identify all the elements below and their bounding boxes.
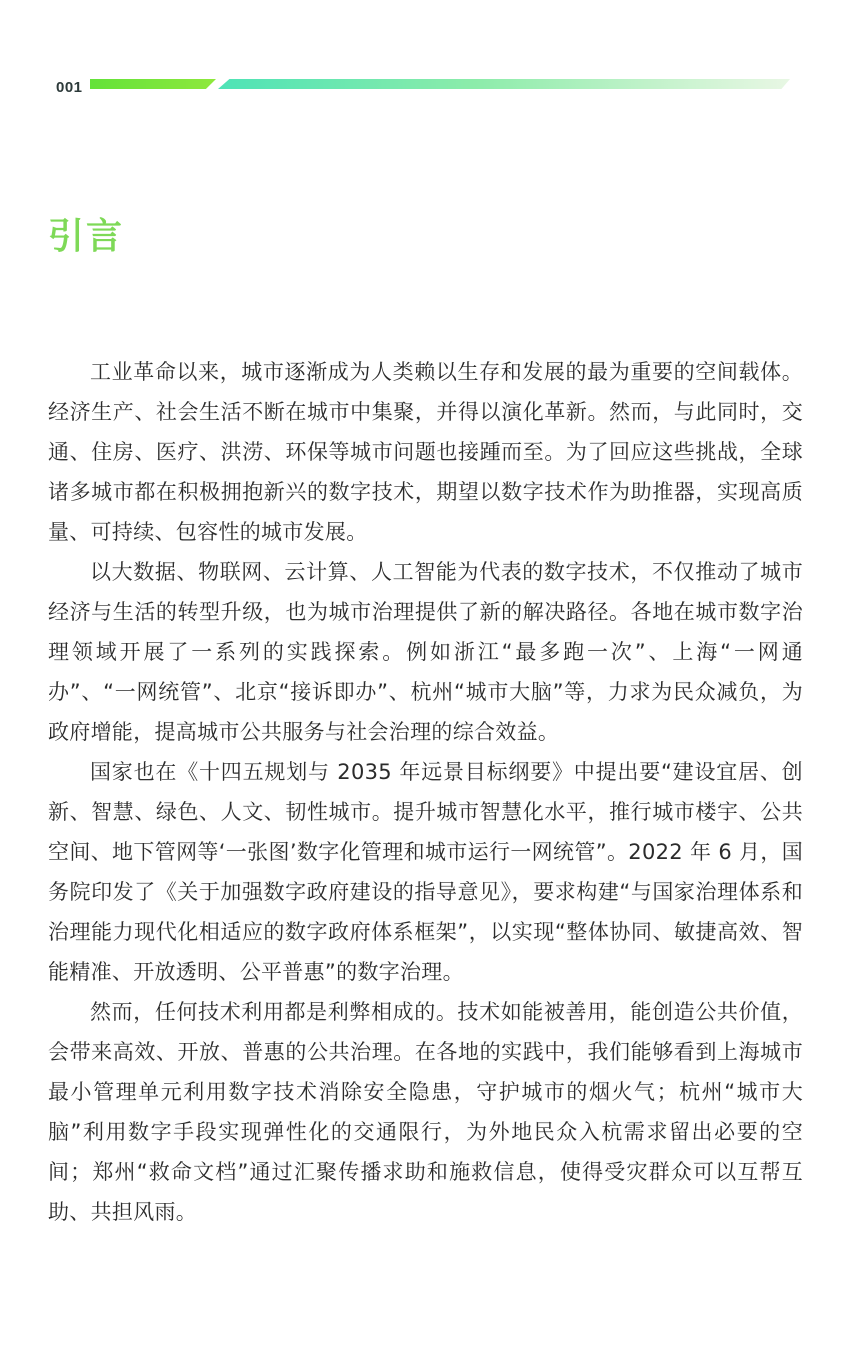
- paragraph-1: 工业革命以来，城市逐渐成为人类赖以生存和发展的最为重要的空间载体。经济生产、社会生活不断在城市中集聚，并得以演化革新。然而，与此同时，交通、住房、医疗、洪涝、环保等城市问题也接踵而至。为了回应这些挑战，全球诸多城市都在积极拥抱新兴的数字技术，期望以数字技术作为助推器，实现高质量、可持续、包容性的城市发展。: [48, 360, 803, 544]
- paragraph-3: 国家也在《十四五规划与 2035 年远景目标纲要》中提出要“建设宜居、创新、智慧、绿色、人文、韧性城市。提升城市智慧化水平，推行城市楼宇、公共空间、地下管网等‘一张图’数字化管理和城市运行一网统管”。2022 年 6 月，国务院印发了《关于加强数字政府建设的指导意见》，要求构建“与国家治理体系和治理能力现代化相适应的数字政府体系框架”，以实现“整体协同、敏捷高效、智能精准、开放透明、公平普惠”的数字治理。: [48, 760, 803, 984]
- header-accent-bar-long: [218, 79, 790, 89]
- page-number: 001: [56, 79, 83, 96]
- section-title: 引言: [48, 216, 125, 257]
- page-header: [0, 0, 850, 110]
- body-text: [48, 352, 803, 1232]
- header-accent-bar-short: [90, 79, 216, 89]
- paragraph-4: 然而，任何技术利用都是利弊相成的。技术如能被善用，能创造公共价值，会带来高效、开放、普惠的公共治理。在各地的实践中，我们能够看到上海城市最小管理单元利用数字技术消除安全隐患，守护城市的烟火气；杭州“城市大脑”利用数字手段实现弹性化的交通限行，为外地民众入杭需求留出必要的空间；郑州“救命文档”通过汇聚传播求助和施救信息，使得受灾群众可以互帮互助、共担风雨。: [48, 1000, 803, 1224]
- paragraph-2: 以大数据、物联网、云计算、人工智能为代表的数字技术，不仅推动了城市经济与生活的转型升级，也为城市治理提供了新的解决路径。各地在城市数字治理领域开展了一系列的实践探索。例如浙江“最多跑一次”、上海“一网通办”、“一网统管”、北京“接诉即办”、杭州“城市大脑”等，力求为民众减负，为政府增能，提高城市公共服务与社会治理的综合效益。: [48, 560, 803, 744]
